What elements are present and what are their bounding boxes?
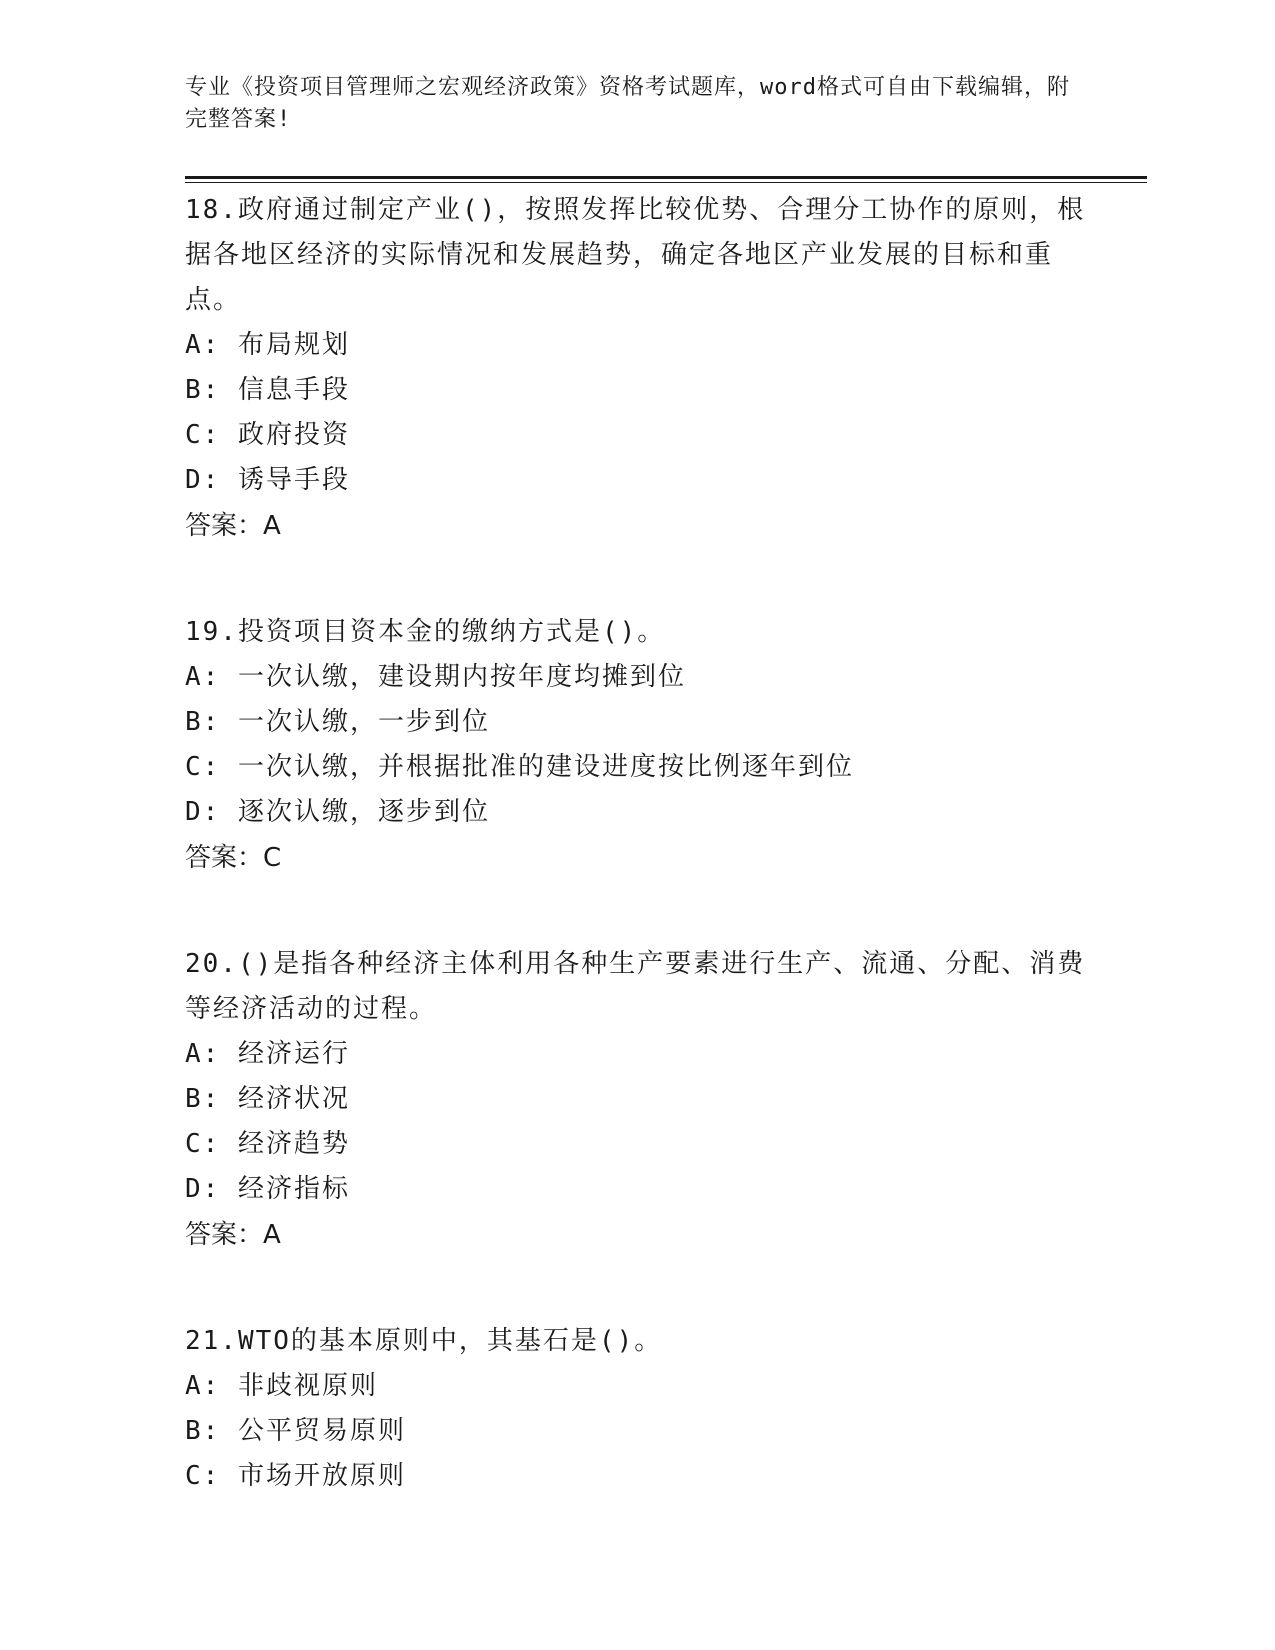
option-a: A: 一次认缴，建设期内按年度均摊到位 [185,662,686,692]
option-b: B: 公平贸易原则 [185,1416,406,1446]
answer: 答案：C [185,843,282,873]
option-d: D: 经济指标 [185,1174,350,1204]
question-text: 21.WTO的基本原则中，其基石是()。 [185,1326,663,1356]
option-c: C: 市场开放原则 [185,1461,406,1491]
header-divider-thick [185,176,1147,179]
question-18 [185,188,1105,549]
question-text: 18.政府通过制定产业()，按照发挥比较优势、合理分工协作的原则，根据各地区经济的实际情况和发展趋势，确定各地区产业发展的目标和重点。 [185,195,1086,315]
question-20 [185,942,1105,1258]
answer: 答案：A [185,511,281,541]
question-text: 20.()是指各种经济主体利用各种生产要素进行生产、流通、分配、消费等经济活动的过程。 [185,949,1086,1024]
option-b: B: 一次认缴，一步到位 [185,707,490,737]
answer: 答案：A [185,1220,281,1250]
option-c: C: 经济趋势 [185,1129,350,1159]
header-divider-thin [185,182,1147,183]
option-c: C: 一次认缴，并根据批准的建设进度按比例逐年到位 [185,752,854,782]
question-21 [185,1319,1105,1499]
option-d: D: 诱导手段 [185,465,350,495]
question-text: 19.投资项目资本金的缴纳方式是()。 [185,617,666,647]
option-d: D: 逐次认缴，逐步到位 [185,797,490,827]
option-a: A: 经济运行 [185,1039,350,1069]
document-header: 专业《投资项目管理师之宏观经济政策》资格考试题库，word格式可自由下载编辑，附完整答案! [185,75,1070,132]
option-b: B: 经济状况 [185,1084,350,1114]
option-a: A: 非歧视原则 [185,1371,378,1401]
option-a: A: 布局规划 [185,330,350,360]
option-c: C: 政府投资 [185,420,350,450]
question-list [185,188,1105,1499]
option-b: B: 信息手段 [185,375,350,405]
question-19 [185,610,1105,881]
